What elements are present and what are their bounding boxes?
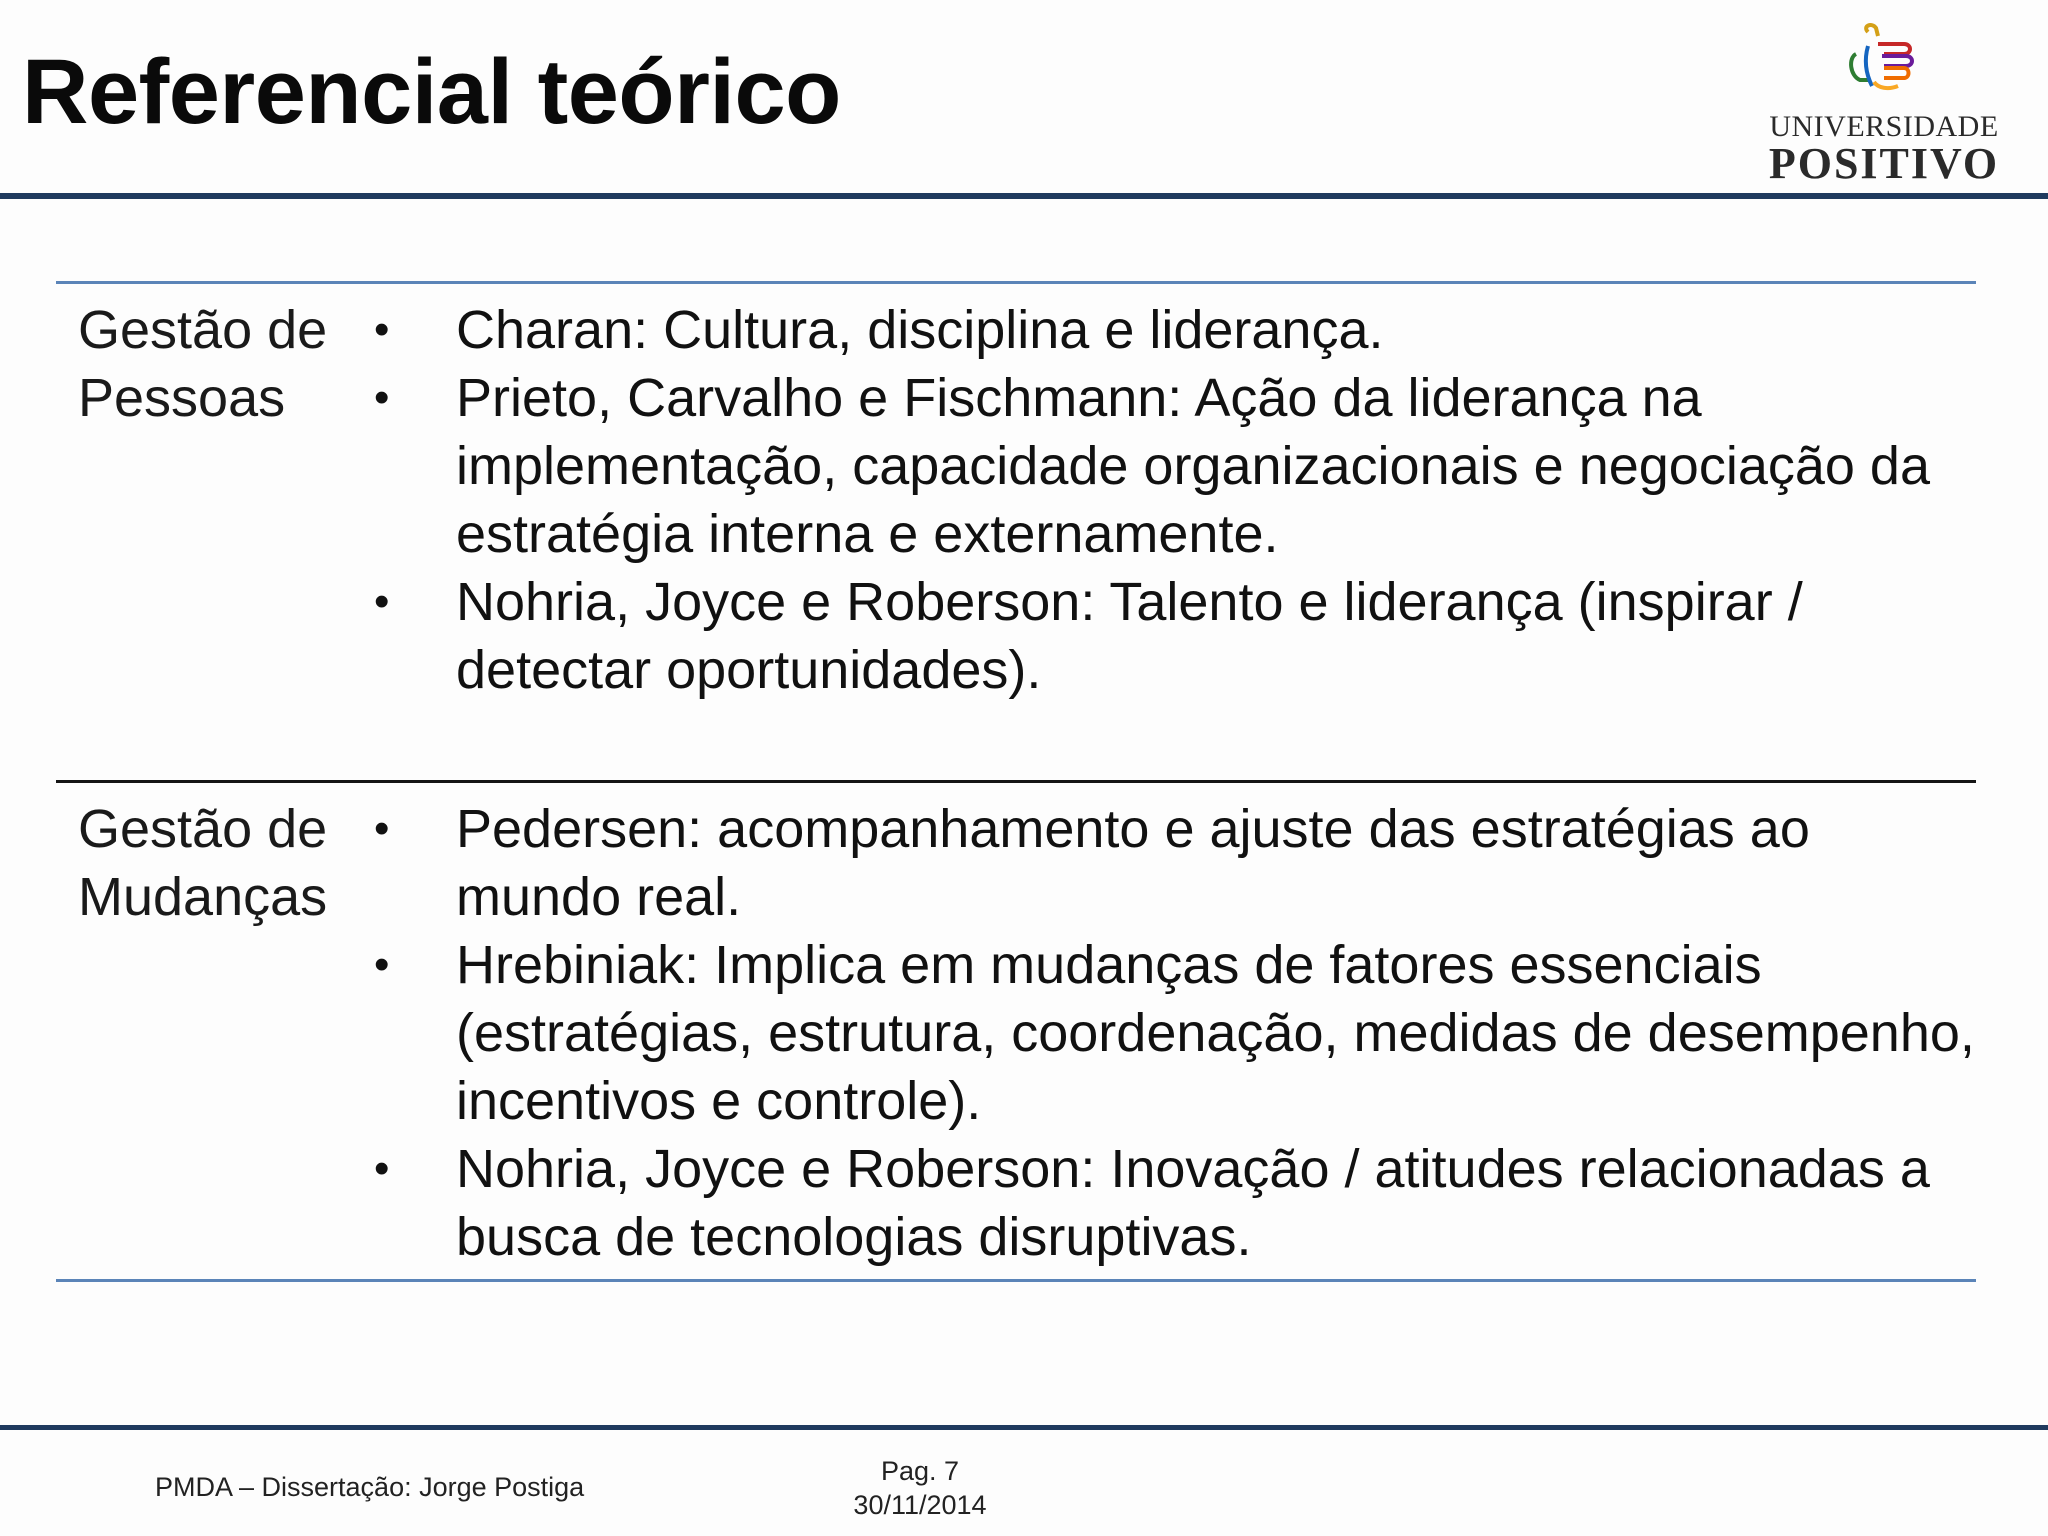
bullet-text: Nohria, Joyce e Roberson: Talento e liderança (inspirar / detectar oportunidades). [456,572,1803,700]
bullet-list [374,296,1976,704]
bullet-text: Charan: Cultura, disciplina e liderança. [456,300,1384,360]
section-label-line: Gestão de [78,799,328,859]
table-top-rule [56,281,1976,284]
thumbs-up-logo-icon [1838,20,1928,110]
slide-title: Referencial teórico [22,41,841,143]
footer-page-info [820,1454,1020,1522]
bullet-icon: • [374,1144,390,1193]
section-label [78,296,378,432]
bullet-icon: • [374,940,390,989]
bullet-icon: • [374,373,390,422]
university-logo [1760,20,2000,188]
bullet-icon: • [374,305,390,354]
footer-course-author: PMDA – Dissertação: Jorge Postiga [155,1472,585,1502]
bullet-text: Prieto, Carvalho e Fischmann: Ação da liderança na implementação, capacidade organizacionais e negociação da estratégia interna e externamente. [456,368,1930,564]
bullet-text: Hrebiniak: Implica em mudanças de fatores essenciais (estratégias, estrutura, coordenação, medidas de desempenho, incentivos e controle). [456,935,1975,1131]
page-number: Pag. 7 [880,1456,960,1486]
logo-text-universidade: UNIVERSIDADE [1769,110,1999,143]
bullet-text: Nohria, Joyce e Roberson: Inovação / atitudes relacionadas a busca de tecnologias disruptivas. [456,1139,1930,1267]
bullet-text: Pedersen: acompanhamento e ajuste das estratégias ao mundo real. [456,799,1810,927]
bullet-icon: • [374,804,390,853]
bullet-icon: • [374,577,390,626]
list-item [374,931,1976,1135]
section-label-line: Pessoas [78,368,286,428]
footer-divider [0,1425,2048,1430]
logo-text-positivo: POSITIVO [1768,139,2000,188]
section-label [78,795,378,931]
section-label-line: Mudanças [78,867,328,927]
list-item [374,1135,1976,1271]
list-item [374,364,1976,568]
bullet-list [374,795,1976,1271]
list-item [374,568,1976,704]
list-item [374,296,1976,364]
table-bottom-rule [56,1279,1976,1282]
list-item [374,795,1976,931]
header-divider [0,193,2048,199]
section-label-line: Gestão de [78,300,328,360]
table-middle-rule [56,780,1976,783]
footer-date: 30/11/2014 [853,1490,987,1520]
